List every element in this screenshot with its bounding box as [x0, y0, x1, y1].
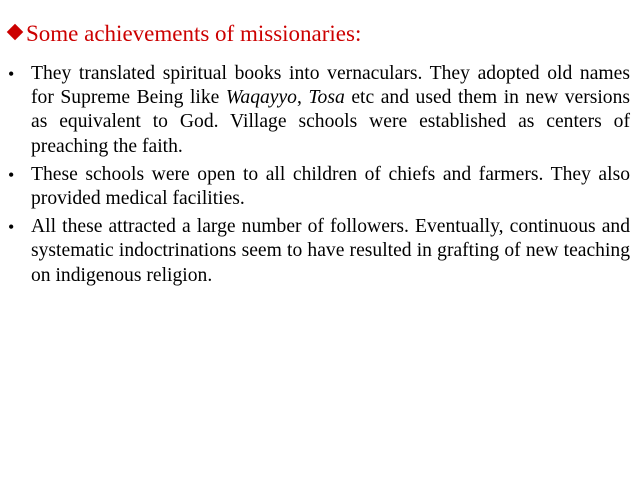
- heading-text: Some achievements of missionaries:: [26, 21, 362, 46]
- bullet-text: [31, 216, 630, 285]
- italic-term: Waqayyo: [225, 87, 297, 109]
- bullet-dot-icon: •: [8, 217, 15, 238]
- text-run: etc and used them in new versions as equivalent to God. Village schools were established as centers of preaching the faith.: [31, 87, 631, 157]
- bullet-text: [31, 164, 630, 209]
- text-run: These schools were open to all children of chiefs and farmers. They also provided medical facilities.: [31, 163, 630, 210]
- text-run: All these attracted a large number of followers. Eventually, continuous and systematic indoctrinations seem to have resulted in grafting of new teaching on indigenous religion.: [31, 216, 630, 286]
- bullet-item: [0, 163, 638, 211]
- diamond-bullet-icon: [8, 25, 22, 39]
- text-run: ,: [296, 87, 309, 109]
- text-run: They translated spiritual books into vernaculars. They adopted old names for Supreme Being like: [31, 63, 630, 109]
- bullet-text: [31, 63, 630, 157]
- bullet-item: [0, 62, 638, 159]
- italic-term: Tosa: [308, 87, 345, 109]
- bullet-item: [0, 215, 638, 288]
- slide-heading: [8, 20, 361, 48]
- bullet-dot-icon: •: [8, 64, 15, 84]
- bullet-list: [0, 62, 638, 292]
- bullet-dot-icon: •: [8, 164, 15, 185]
